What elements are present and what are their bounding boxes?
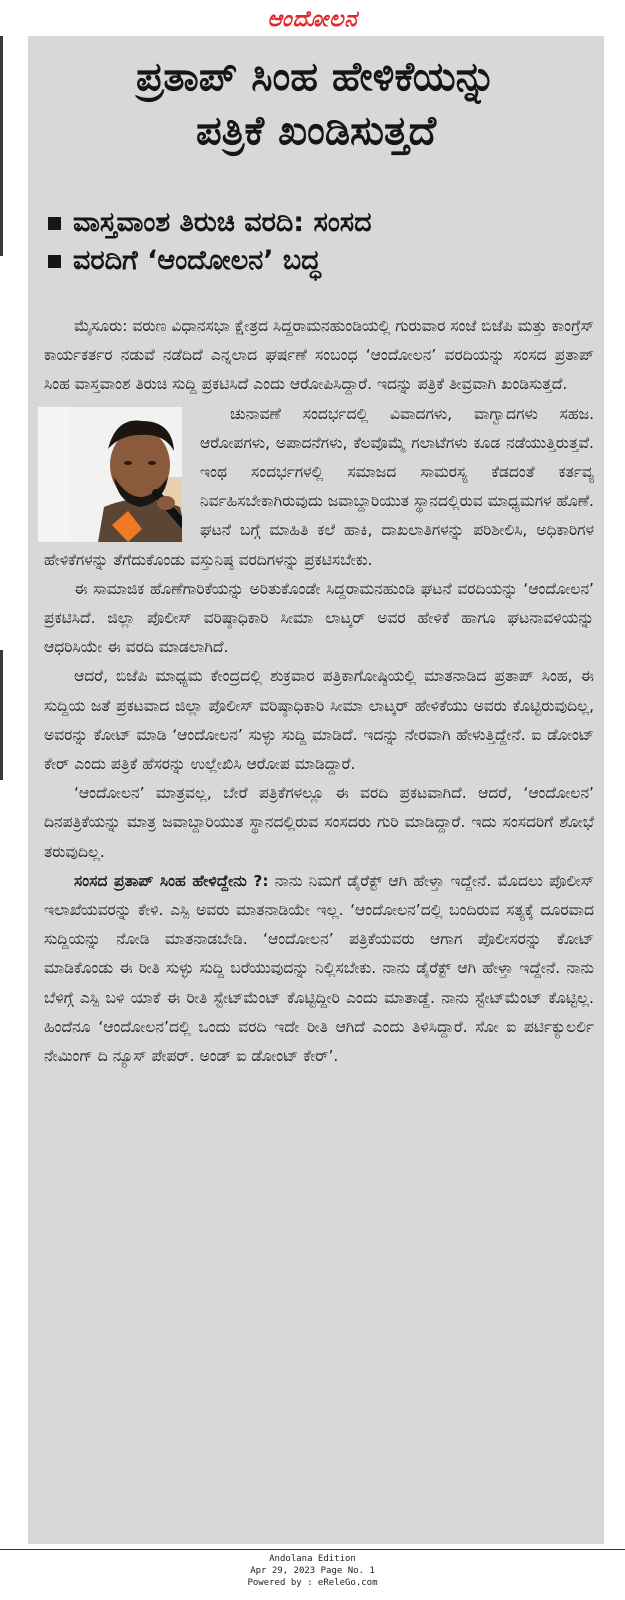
square-bullet-icon [48, 217, 61, 230]
newspaper-logo: ಆಂದೋಲನ [267, 6, 358, 32]
subheadings [48, 204, 588, 280]
article-body [44, 312, 594, 1071]
news-clipping [28, 36, 604, 1544]
headline-line: ಪ್ರತಾಪ್ ಸಿಂಹ ಹೇಳಿಕೆಯನ್ನು [135, 54, 496, 100]
powered-by: Powered by : eReleGo.com [247, 1578, 378, 1588]
masthead [0, 6, 625, 32]
article-paragraph: ಮೈಸೂರು: ವರುಣ ವಿಧಾನಸಭಾ ಕ್ಷೇತ್ರದ ಸಿದ್ದರಾಮನಹುಂಡಿಯಲ್ಲಿ ಗುರುವಾರ ಸಂಜೆ ಬಿಜೆಪಿ ಮತ್ತು ಕಾಂಗ್ರೆಸ್ ಕಾರ್ಯಕರ್ತರ ನಡುವೆ ನಡೆದಿದೆ ಎನ್ನಲಾದ ಘರ್ಷಣೆ ಸಂಬಂಧ ‘ಆಂದೋಲನ’ ವರದಿಯನ್ನು ಸಂಸದ ಪ್ರತಾಪ್ ಸಿಂಹ ವಾಸ್ತವಾಂಶ ತಿರುಚಿ ಸುದ್ದಿ ಪ್ರಕಟಿಸಿದೆ ಎಂದು ಆರೋಪಿಸಿದ್ದಾರೆ. ಇದನ್ನು ಪತ್ರಿಕೆ ತೀವ್ರವಾಗಿ ಖಂಡಿಸುತ್ತದೆ. [44, 317, 594, 394]
footer [0, 1553, 625, 1589]
subheading-text: ವರದಿಗೆ ‘ಆಂದೋಲನ’ ಬದ್ಧ [73, 245, 321, 276]
page-edge-mark [0, 36, 3, 256]
person-photo [38, 407, 182, 542]
page-edge-mark [0, 650, 3, 780]
subheading-text: ವಾಸ್ತವಾಂಶ ತಿರುಚಿ ವರದಿ: ಸಂಸದ [73, 207, 372, 238]
subheading [48, 242, 588, 280]
article-paragraph-text: ಚುನಾವಣೆ ಸಂದರ್ಭದಲ್ಲಿ ವಿವಾದಗಳು, ವಾಗ್ವಾದಗಳು ಸಹಜ. ಆರೋಪಗಳು, ಅಪಾದನೆಗಳು, ಕೆಲವೊಮ್ಮೆ ಗಲಾಟೆಗಳು ಕೂಡ ನಡೆಯುತ್ತಿರುತ್ತವೆ. ಇಂಥ ಸಂದರ್ಭಗಳಲ್ಲಿ ಸಮಾಜದ ಸಾಮರಸ್ಯ ಕೆಡದಂತೆ ಕರ್ತವ್ಯ ನಿರ್ವಹಿಸಬೇಕಾಗಿರುವುದು ಜವಾಬ್ದಾರಿಯುತ ಸ್ಥಾನದಲ್ಲಿರುವ ಮಾಧ್ಯಮಗಳ ಹೊಣೆ. ಘಟನೆ ಬಗ್ಗೆ ಮಾಹಿತಿ ಕಲೆ ಹಾಕಿ, ದಾಖಲಾತಿಗಳನ್ನು ಪರಿಶೀಲಿಸಿ, ಅಧಿಕಾರಿಗಳ ಹೇಳಿಕೆಗಳನ್ನು ತೆಗೆದುಕೊಂಡು ವಸ್ತುನಿಷ್ಠ ವರದಿಗಳನ್ನು ಪ್ರಕಟಿಸಬೇಕು. [44, 404, 594, 569]
headline [28, 50, 604, 158]
footer-divider [0, 1549, 625, 1550]
article-paragraph [44, 867, 594, 1071]
headline-line: ಪತ್ರಿಕೆ ಖಂಡಿಸುತ್ತದೆ [195, 108, 437, 154]
article-paragraph: ಈ ಸಾಮಾಜಿಕ ಹೊಣೆಗಾರಿಕೆಯನ್ನು ಅರಿತುಕೊಂಡೇ ಸಿದ್ದರಾಮನಹುಂಡಿ ಘಟನೆ ವರದಿಯನ್ನು ‘ಆಂದೋಲನ’ ಪ್ರಕಟಿಸಿದೆ. ಜಿಲ್ಲಾ ಪೊಲೀಸ್ ವರಿಷ್ಠಾಧಿಕಾರಿ ಸೀಮಾ ಲಾಟ್ಕರ್ ಅವರ ಹೇಳಿಕೆ ಹಾಗೂ ಘಟನಾವಳಿಯನ್ನು ಆಧರಿಸಿಯೇ ಈ ವರದಿ ಮಾಡಲಾಗಿದೆ. [44, 579, 594, 657]
article-paragraph: ‘ಆಂದೋಲನ’ ಮಾತ್ರವಲ್ಲ, ಬೇರೆ ಪತ್ರಿಕೆಗಳಲ್ಲೂ ಈ ವರದಿ ಪ್ರಕಟವಾಗಿದೆ. ಆದರೆ, ‘ಆಂದೋಲನ’ ದಿನಪತ್ರಿಕೆಯನ್ನು ಮಾತ್ರ ಜವಾಬ್ದಾರಿಯುತ ಸ್ಥಾನದಲ್ಲಿರುವ ಸಂಸದರು ಗುರಿ ಮಾಡಿದ್ದಾರೆ. ಇದು ಸಂಸದರಿಗೆ ಶೋಭೆ ತರುವುದಿಲ್ಲ. [44, 784, 594, 861]
quote-lead: ಸಂಸದ ಪ್ರತಾಪ್ ಸಿಂಹ ಹೇಳಿದ್ದೇನು ?: [74, 871, 269, 890]
edition-name: Andolana Edition [269, 1554, 356, 1564]
article-paragraph [44, 400, 594, 575]
date-page: Apr 29, 2023 Page No. 1 [250, 1566, 375, 1576]
square-bullet-icon [48, 255, 61, 268]
subheading [48, 204, 588, 242]
quote-body: ನಾನು ನಿಮಗೆ ಡೈರೆಕ್ಟ್ ಆಗಿ ಹೇಳ್ತಾ ಇದ್ದೇನೆ. ಮೊದಲು ಪೊಲೀಸ್ ಇಲಾಖೆಯವರನ್ನು ಕೇಳಿ. ಎಸ್ಪಿ ಅವರು ಮಾತನಾಡಿಯೇ ಇಲ್ಲ. ‘ಆಂದೋಲನ’ದಲ್ಲಿ ಬಂದಿರುವ ಸತ್ಯಕ್ಕೆ ದೂರವಾದ ಸುದ್ದಿಯನ್ನು ನೋಡಿ ಮಾತನಾಡಬೇಡಿ. ‘ಆಂದೋಲನ’ ಪತ್ರಿಕೆಯವರು ಆಗಾಗ ಪೊಲೀಸರನ್ನು ಕೋಟ್ ಮಾಡಿಕೊಂಡು ಈ ರೀತಿ ಸುಳ್ಳು ಸುದ್ದಿ ಬರೆಯುವುದನ್ನು ನಿಲ್ಲಿಸಬೇಕು. ನಾನು ಡೈರೆಕ್ಟ್ ಆಗಿ ಹೇಳ್ತಾ ಇದ್ದೇನೆ. ನಾನು ಬೆಳಿಗ್ಗೆ ಎಸ್ಪಿ ಬಳಿ ಯಾಕೆ ಈ ರೀತಿ ಸ್ಟೇಟ್‌ಮೆಂಟ್ ಕೊಟ್ಟಿದ್ದೀರಿ ಎಂದು ಮಾತಾಡ್ದೆ. ನಾನು ಸ್ಟೇಟ್‌ಮೆಂಟ್ ಕೊಟ್ಟಿಲ್ಲ. ಹಿಂದೆನೂ ‘ಆಂದೋಲನ’ದಲ್ಲಿ ಒಂದು ವರದಿ ಇದೇ ರೀತಿ ಆಗಿದೆ ಎಂದು ತಿಳಿಸಿದ್ದಾರೆ. ಸೋ ಐ ಪರ್ಟಿಕ್ಯುಲರ್ಲಿ ನೇಮಿಂಗ್ ದಿ ನ್ಯೂಸ್ ಪೇಪರ್. ಅಂಡ್ ಐ ಡೋಂಟ್ ಕೇರ್’. [44, 871, 594, 1066]
article-paragraph: ಆದರೆ, ಬಿಜೆಪಿ ಮಾಧ್ಯಮ ಕೇಂದ್ರದಲ್ಲಿ ಶುಕ್ರವಾರ ಪತ್ರಿಕಾಗೋಷ್ಠಿಯಲ್ಲಿ ಮಾತನಾಡಿದ ಪ್ರತಾಪ್ ಸಿಂಹ, ಈ ಸುದ್ದಿಯ ಜತೆ ಪ್ರಕಟವಾದ ಜಿಲ್ಲಾ ಪೊಲೀಸ್ ವರಿಷ್ಠಾಧಿಕಾರಿ ಸೀಮಾ ಲಾಟ್ಕರ್ ಹೇಳಿಕೆಯು ಅವರು ಕೊಟ್ಟಿರುವುದಿಲ್ಲ, ಅವರನ್ನು ಕೋಟ್ ಮಾಡಿ ‘ಆಂದೋಲನ’ ಸುಳ್ಳು ಸುದ್ದಿ ಮಾಡಿದೆ. ಇದನ್ನು ನೇರವಾಗಿ ಹೇಳುತ್ತಿದ್ದೇನೆ. ಐ ಡೋಂಟ್ ಕೇರ್ ಎಂದು ಪತ್ರಿಕೆ ಹೆಸರನ್ನು ಉಲ್ಲೇಖಿಸಿ ಆರೋಪ ಮಾಡಿದ್ದಾರೆ. [44, 667, 594, 774]
